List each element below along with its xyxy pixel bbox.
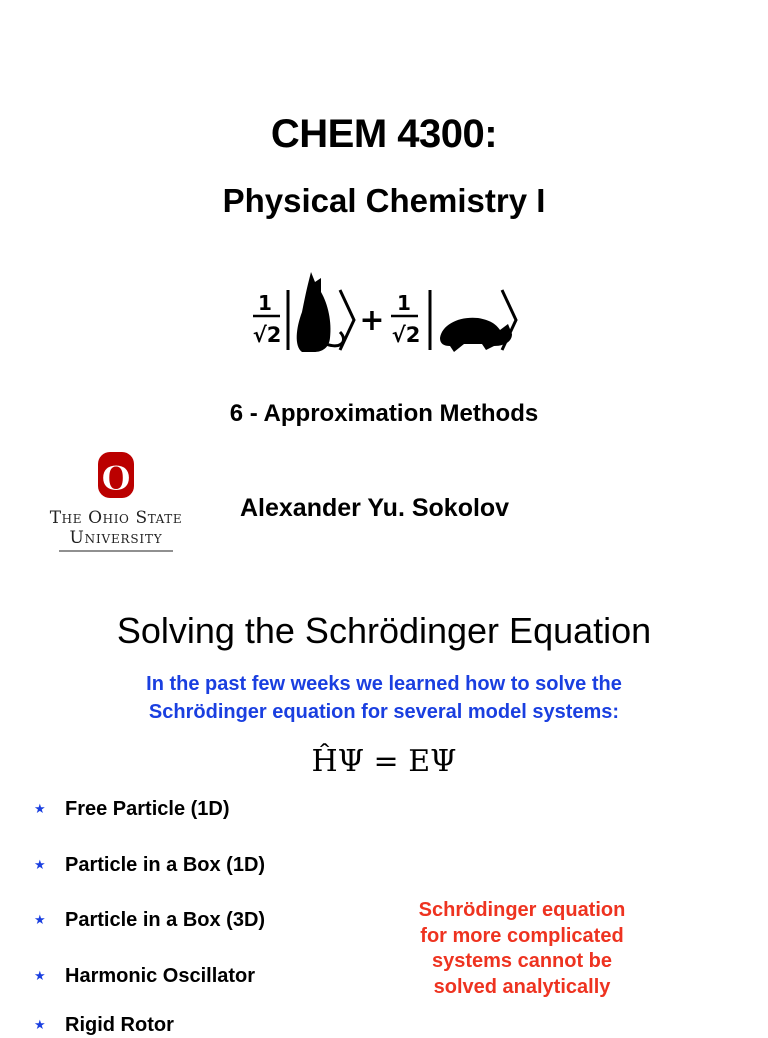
star-bullet-icon: ★ <box>34 1017 46 1032</box>
logo-letter: O <box>101 459 131 499</box>
note-line: systems cannot be <box>431 950 613 972</box>
list-item <box>34 907 265 933</box>
course-subtitle: Physical Chemistry I <box>222 182 546 219</box>
sitting-cat-icon <box>297 272 344 352</box>
schrodinger-equation: ĤΨ = EΨ <box>311 744 457 779</box>
note-line: Schrödinger equation <box>418 899 626 921</box>
logo-line2: University <box>69 528 163 548</box>
lecture-title: 6 - Approximation Methods <box>229 400 539 427</box>
note-line: solved analytically <box>433 975 611 998</box>
list-item <box>34 852 265 878</box>
list-item <box>34 796 230 822</box>
note-line: for more complicated <box>420 924 624 947</box>
intro-text <box>0 670 768 726</box>
note-text <box>398 898 646 1000</box>
intro-line: In the past few weeks we learned how to solve the <box>146 673 622 695</box>
svg-text:√2: √2 <box>391 323 421 347</box>
svg-text:1: 1 <box>397 291 411 315</box>
course-title: CHEM 4300: <box>270 112 498 156</box>
star-bullet-icon: ★ <box>34 968 46 983</box>
list-item-label: Particle in a Box (3D) <box>65 908 266 931</box>
lying-cat-icon <box>440 318 512 352</box>
star-bullet-icon: ★ <box>34 912 46 927</box>
list-item-label: Free Particle (1D) <box>65 797 230 820</box>
list-item-label: Particle in a Box (1D) <box>65 853 266 876</box>
coefficient-numerator: 1 <box>258 291 272 315</box>
list-item <box>34 963 255 989</box>
plus-operator: + <box>359 303 385 338</box>
osu-logo <box>40 450 192 554</box>
list-item <box>34 1012 174 1038</box>
star-bullet-icon: ★ <box>34 857 46 872</box>
list-item-label: Harmonic Oscillator <box>65 964 256 987</box>
slide-title: Solving the Schrödinger Equation <box>116 610 652 651</box>
intro-line: Schrödinger equation for several model systems: <box>148 701 620 723</box>
list-item-label: Rigid Rotor <box>65 1013 174 1036</box>
coefficient-denominator: √2 <box>252 323 282 347</box>
cat-state-formula <box>250 268 522 360</box>
star-bullet-icon: ★ <box>34 801 46 816</box>
logo-line1: The Ohio State <box>49 508 183 528</box>
author-name: Alexander Yu. Sokolov <box>240 494 510 522</box>
